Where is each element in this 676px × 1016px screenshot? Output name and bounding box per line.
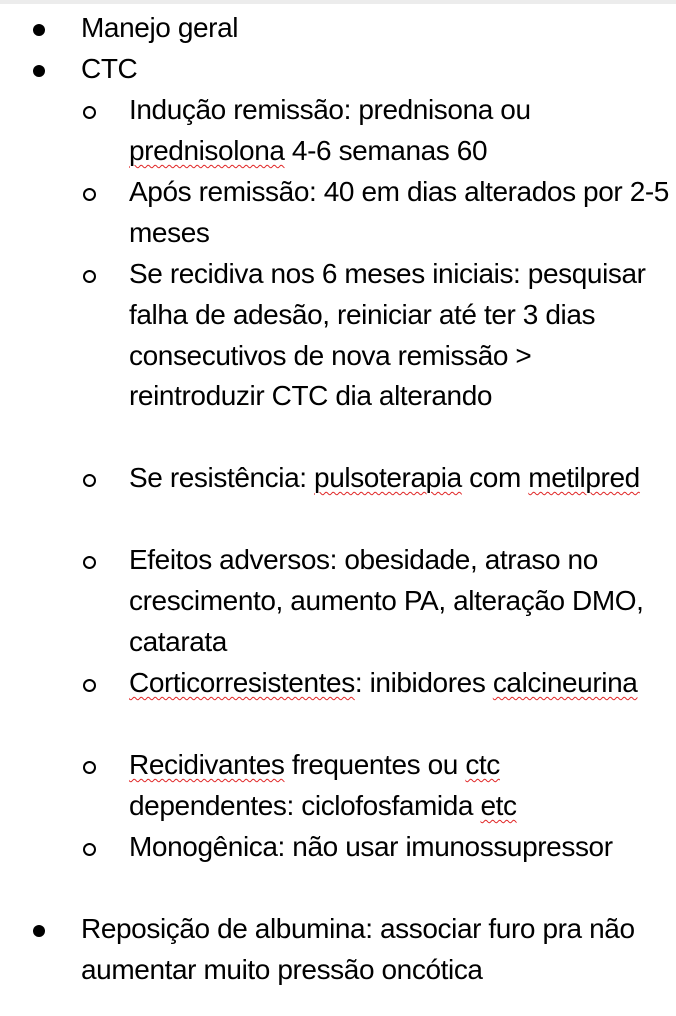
hollow-bullet-icon [83,270,96,283]
list-item-text [129,458,671,499]
list-item-text: Monogênica: não usar imunossupressor [129,831,613,862]
list-item-text: Reposição de albumina: associar furo pra não aumentar muito pressão oncótica [81,913,635,985]
spellcheck-flagged-word[interactable]: Corticorresistentes [129,667,355,698]
spellcheck-flagged-word[interactable]: ctc [465,749,500,780]
bullet-icon [33,65,45,77]
list-item-text [129,90,671,172]
top-edge-bar [0,0,676,4]
spellcheck-flagged-word[interactable]: metilpred [528,462,640,493]
hollow-bullet-icon [83,474,96,487]
text-run: frequentes ou [284,749,466,780]
spellcheck-flagged-word[interactable]: prednisolona [129,134,285,166]
spellcheck-flagged-word[interactable]: calcineurina [492,667,638,698]
hollow-bullet-icon [83,106,96,119]
hollow-bullet-icon [83,556,96,569]
text-run: dependentes: ciclofosfamida [129,789,481,821]
hollow-bullet-icon [83,188,96,201]
list-item-text: Efeitos adversos: obesidade, atraso no crescimento, aumento PA, alteração DMO, catarata [129,544,644,657]
list-item-text [129,663,671,704]
hollow-bullet-icon [83,679,96,692]
list-item-text: Manejo geral [81,12,239,43]
list-item-text: Se recidiva nos 6 meses iniciais: pesquisar falha de adesão, reiniciar até ter 3 dias consecutivos de nova remissão > reintroduzir CTC dia alterando [129,258,646,412]
text-run: 4-6 semanas 60 [284,134,488,166]
spellcheck-flagged-word[interactable]: pulsoterapia [314,462,462,493]
text-run: Indução remissão: prednisona ou [129,94,531,125]
bullet-icon [33,925,45,937]
text-run: Se resistência: [129,462,315,493]
text-run: : inibidores [354,667,493,698]
bullet-icon [33,24,45,36]
list-item-text: Após remissão: 40 em dias alterados por 2-5 meses [129,176,669,248]
list-item-text: CTC [81,53,138,84]
list-item-text [129,745,671,827]
hollow-bullet-icon [83,843,96,856]
spellcheck-flagged-word[interactable]: etc [480,789,517,821]
text-run: com [461,462,529,493]
spellcheck-flagged-word[interactable]: Recidivantes [129,749,285,780]
hollow-bullet-icon [83,761,96,774]
